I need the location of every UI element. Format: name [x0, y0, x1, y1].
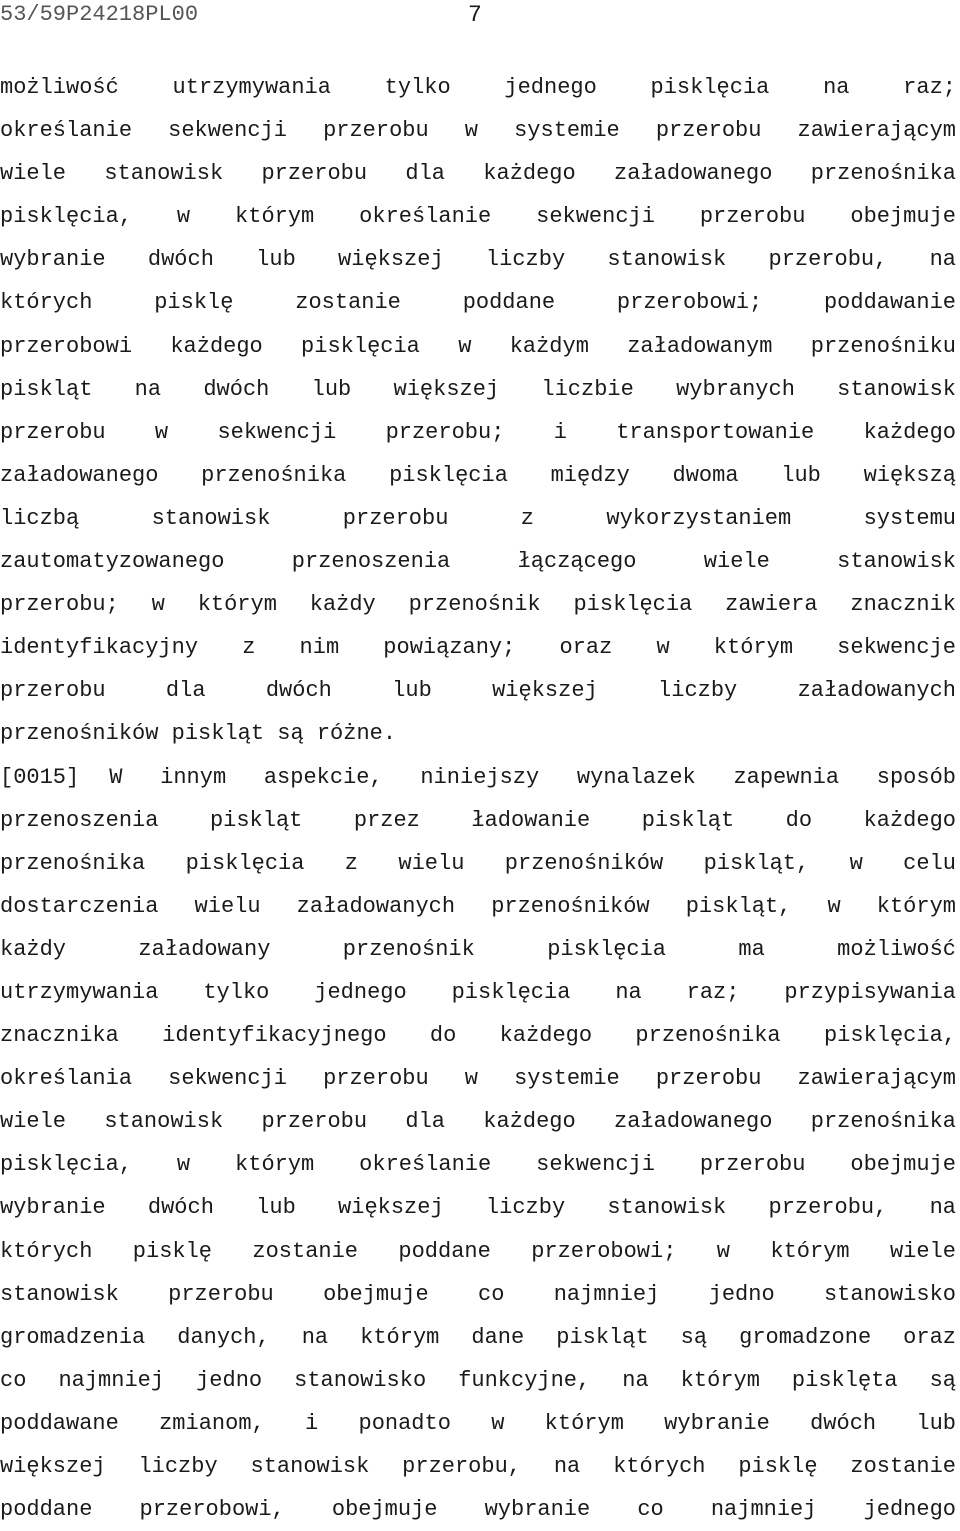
- text-line: możliwość utrzymywania tylko jednego pisklęcia na raz;: [0, 66, 956, 109]
- text-line: wybranie dwóch lub większej liczby stanowisk przerobu, na: [0, 238, 956, 281]
- text-line: każdy załadowany przenośnik pisklęcia ma możliwość: [0, 928, 956, 971]
- text-line: wiele stanowisk przerobu dla każdego załadowanego przenośnika: [0, 1100, 956, 1143]
- text-line: załadowanego przenośnika pisklęcia między dwoma lub większą: [0, 454, 956, 497]
- continued-claim-text: [0, 66, 956, 756]
- paragraph-number: [0015]: [0, 756, 79, 799]
- text-line: których pisklę zostanie poddane przerobowi; w którym wiele: [0, 1230, 956, 1273]
- text-line: określania sekwencji przerobu w systemie przerobu zawierającym: [0, 1057, 956, 1100]
- text-line: utrzymywania tylko jednego pisklęcia na raz; przypisywania: [0, 971, 956, 1014]
- text-line: poddane przerobowi, obejmuje wybranie co najmniej jednego: [0, 1488, 956, 1531]
- page-header: [0, 0, 960, 32]
- document-id: 53/59P24218PL00: [0, 2, 198, 27]
- text-line: przenoszenia piskląt przez ładowanie piskląt do każdego: [0, 799, 956, 842]
- paragraph-first-line-text: W innym aspekcie, niniejszy wynalazek zapewnia sposób: [109, 756, 956, 799]
- text-line: zautomatyzowanego przenoszenia łączącego wiele stanowisk: [0, 540, 956, 583]
- text-line: większej liczby stanowisk przerobu, na których pisklę zostanie: [0, 1445, 956, 1488]
- text-line: pisklęcia, w którym określanie sekwencji przerobu obejmuje: [0, 1143, 956, 1186]
- paragraph-0015: [0, 756, 956, 1531]
- text-line: dostarczenia wielu załadowanych przenośników piskląt, w którym: [0, 885, 956, 928]
- text-line: wybranie dwóch lub większej liczby stanowisk przerobu, na: [0, 1186, 956, 1229]
- text-line: poddawane zmianom, i ponadto w którym wybranie dwóch lub: [0, 1402, 956, 1445]
- text-line: gromadzenia danych, na którym dane piskląt są gromadzone oraz: [0, 1316, 956, 1359]
- text-line: stanowisk przerobu obejmuje co najmniej jedno stanowisko: [0, 1273, 956, 1316]
- text-line: przerobowi każdego pisklęcia w każdym załadowanym przenośniku: [0, 325, 956, 368]
- text-line: przenośników piskląt są różne.: [0, 712, 956, 755]
- page-number: 7: [468, 2, 482, 28]
- text-line: wiele stanowisk przerobu dla każdego załadowanego przenośnika: [0, 152, 956, 195]
- text-line: określanie sekwencji przerobu w systemie przerobu zawierającym: [0, 109, 956, 152]
- text-line: przerobu dla dwóch lub większej liczby załadowanych: [0, 669, 956, 712]
- text-line: pisklęcia, w którym określanie sekwencji przerobu obejmuje: [0, 195, 956, 238]
- text-line: przerobu; w którym każdy przenośnik pisklęcia zawiera znacznik: [0, 583, 956, 626]
- text-line: których pisklę zostanie poddane przerobowi; poddawanie: [0, 281, 956, 324]
- text-line: piskląt na dwóch lub większej liczbie wybranych stanowisk: [0, 368, 956, 411]
- text-line: przerobu w sekwencji przerobu; i transportowanie każdego: [0, 411, 956, 454]
- document-body: [0, 66, 956, 1531]
- text-line: znacznika identyfikacyjnego do każdego przenośnika pisklęcia,: [0, 1014, 956, 1057]
- text-line: co najmniej jedno stanowisko funkcyjne, na którym pisklęta są: [0, 1359, 956, 1402]
- text-line: identyfikacyjny z nim powiązany; oraz w którym sekwencje: [0, 626, 956, 669]
- text-line: liczbą stanowisk przerobu z wykorzystaniem systemu: [0, 497, 956, 540]
- text-line: przenośnika pisklęcia z wielu przenośników piskląt, w celu: [0, 842, 956, 885]
- paragraph-first-line: [0, 756, 956, 799]
